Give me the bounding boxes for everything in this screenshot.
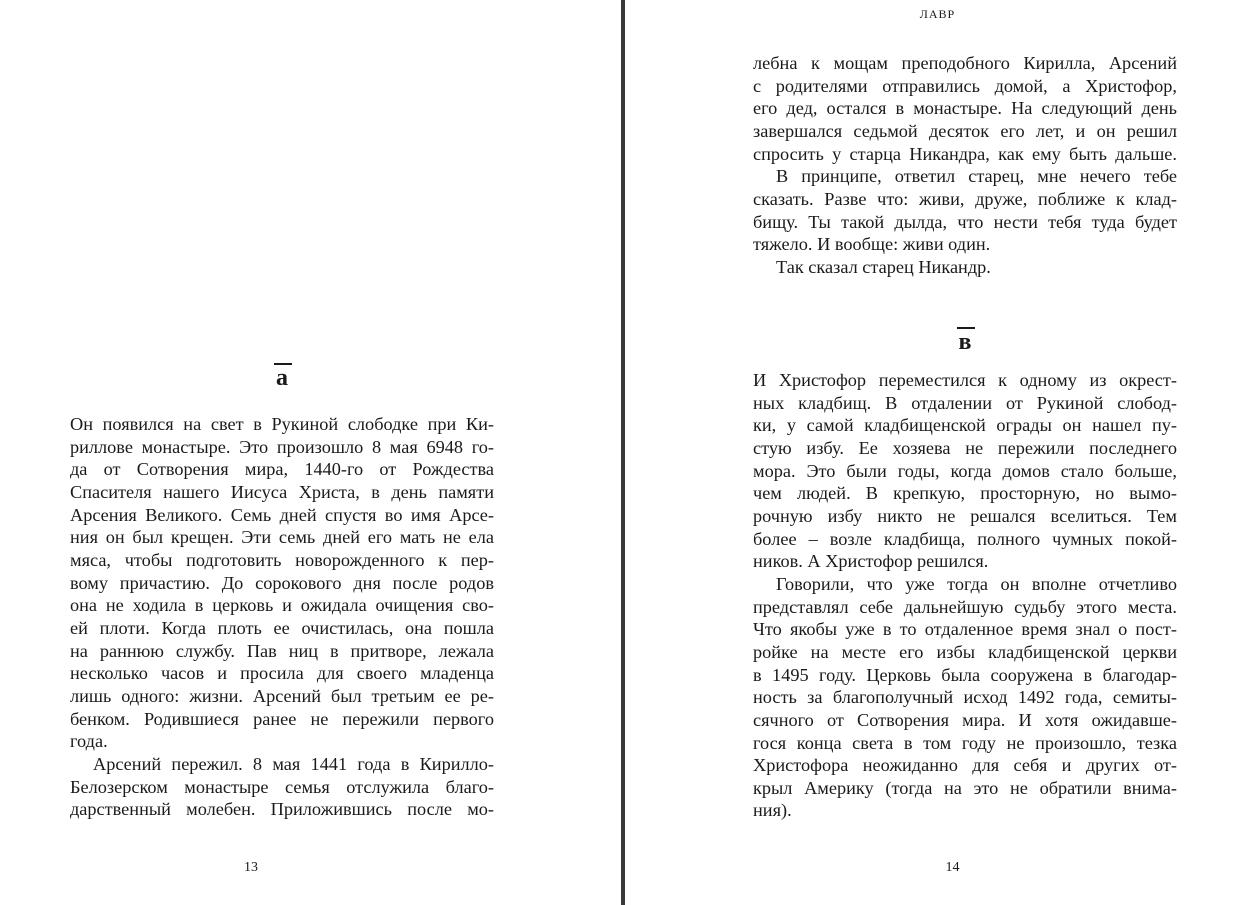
text-line: ройке на месте его избы кладбищенской церкви xyxy=(753,641,1177,662)
text-line: Арсения Великого. Семь дней спустя во имя Арсе- xyxy=(70,504,494,525)
text-line: дарственный молебен. Приложившись после мо- xyxy=(70,799,494,820)
text-line: несколько часов и просила для своего младенца xyxy=(70,663,494,684)
text-line: представлял себе дальнейшую судьбу этого места. xyxy=(753,596,1177,617)
text-line: мора. Это были годы, когда домов стало больше, xyxy=(753,460,1177,481)
text-line: спросить у старца Никандра, как ему быть дальше. xyxy=(753,143,1177,164)
text-line: Он появился на свет в Рукиной слободке при Ки- xyxy=(70,414,494,434)
chapter-letter-text: в xyxy=(958,329,972,355)
text-line: его дед, остался в монастыре. На следующий день xyxy=(753,98,1177,119)
text-line: года. xyxy=(70,731,108,752)
text-line: чем людей. В крепкую, просторную, но вымо- xyxy=(753,483,1177,504)
text-line: бенком. Родившиеся ранее не пережили первого xyxy=(70,708,494,729)
text-line: да от Сотворения мира, 1440-го от Рождества xyxy=(70,459,494,480)
text-line: стую избу. Ее хозяева не пережили последнего xyxy=(753,437,1177,458)
text-line: мяса, чтобы подготовить новорожденного к пер- xyxy=(70,549,494,570)
text-line: сячного от Сотворения мира. И хотя ожидавше- xyxy=(753,709,1177,730)
book-gutter xyxy=(621,0,625,905)
text-line: Говорили, что уже тогда он вполне отчетливо xyxy=(776,573,1177,594)
text-line: Белозерском монастыре семья отслужила благо- xyxy=(70,776,494,797)
titlo-mark xyxy=(274,363,292,365)
text-line: на раннюю службу. Пав ниц в притворе, лежала xyxy=(70,640,494,661)
text-line: риллове монастыре. Это произошло 8 мая 6948 го- xyxy=(70,436,494,457)
page-number-left: 13 xyxy=(244,860,258,875)
chapter-letter-v xyxy=(945,327,985,354)
text-line: лебна к мощам преподобного Кирилла, Арсений xyxy=(753,53,1177,73)
chapter-letter-text: а xyxy=(276,365,288,391)
text-line: ность за благополучный исход 1492 года, семиты- xyxy=(753,687,1177,708)
page-number-right: 14 xyxy=(945,860,960,875)
text-line: Что якобы уже в то отдаленное время знал о пост- xyxy=(753,619,1177,640)
text-line: рочную избу никто не решался вселиться. Тем xyxy=(753,505,1177,526)
right-body-text-bottom xyxy=(753,369,1177,822)
text-line: ния он был крещен. Эти семь дней его мать не ела xyxy=(70,527,494,548)
text-line: крыл Америку (тогда на это не обратили внима- xyxy=(753,777,1177,798)
running-head: ЛАВР xyxy=(919,7,956,21)
text-line: лишь одного: жизни. Арсений был третьим ее ре- xyxy=(70,685,494,706)
text-line: сказать. Разве что: живи, друже, поближе к клад- xyxy=(753,188,1177,209)
text-line: завершался седьмой десяток его лет, и он решил xyxy=(753,120,1177,141)
text-line: ей плоти. Когда плоть ее очистилась, она пошла xyxy=(70,617,494,638)
text-line: гося конца света в том году не произошло, тезка xyxy=(753,732,1177,753)
text-line: Арсений пережил. 8 мая 1441 года в Кирилло- xyxy=(93,753,494,774)
titlo-mark xyxy=(957,327,975,329)
text-line: вому причастию. До сорокового дня после родов xyxy=(70,572,494,593)
text-line: ния). xyxy=(753,800,792,821)
text-line: ных кладбищ. В отдалении от Рукиной слобод- xyxy=(753,392,1177,413)
text-line: бищу. Ты такой дылда, что нести тебя туда будет xyxy=(753,211,1177,232)
text-line: более – возле кладбища, полного чумных покой- xyxy=(753,528,1177,549)
text-line: ки, у самой кладбищенской ограды он нашел пу- xyxy=(753,415,1177,436)
text-line: с родителями отправились домой, а Христофор, xyxy=(753,75,1177,96)
text-line: Спасителя нашего Иисуса Христа, в день памяти xyxy=(70,481,494,502)
text-line: В принципе, ответил старец, мне нечего тебе xyxy=(776,166,1177,187)
left-page xyxy=(0,0,622,905)
text-line: И Христофор переместился к одному из окрест- xyxy=(753,370,1177,390)
right-body-text-top xyxy=(753,52,1177,279)
text-line: ников. А Христофор решился. xyxy=(753,551,989,572)
text-line: в 1495 году. Церковь была сооружена в благодар- xyxy=(753,664,1177,685)
text-line: она не ходила в церковь и ожидала очищения сво- xyxy=(70,595,494,616)
left-body-text xyxy=(70,413,494,821)
text-line: Христофора неожиданно для себя и других от- xyxy=(753,755,1177,776)
text-line: Так сказал старец Никандр. xyxy=(776,256,991,277)
text-line: тяжело. И вообще: живи один. xyxy=(753,234,991,255)
right-page xyxy=(626,0,1249,905)
chapter-letter-a xyxy=(262,363,302,390)
